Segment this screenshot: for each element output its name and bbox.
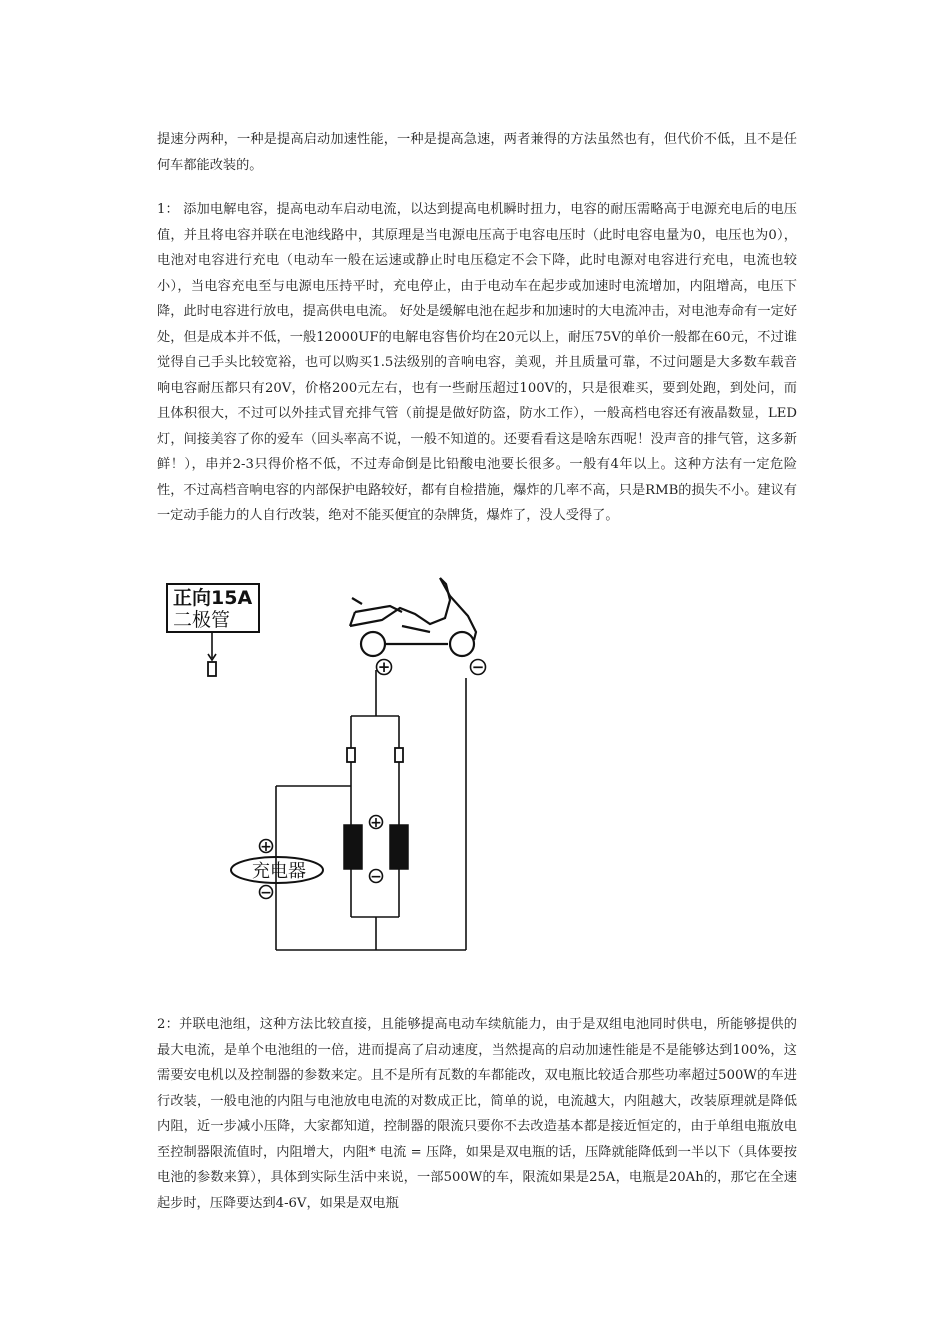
scooter-minus-sign: − bbox=[471, 658, 485, 676]
scooter-icon bbox=[350, 578, 476, 656]
battery-plus-sign: + bbox=[370, 815, 382, 831]
charger-label: 充电器 bbox=[252, 861, 306, 882]
charger-plus-sign: + bbox=[260, 839, 272, 855]
battery-cell-left bbox=[344, 825, 362, 869]
scooter-plus-sign: + bbox=[377, 658, 391, 676]
intro-paragraph: 提速分两种，一种是提高启动加速性能，一种是提高急速，两者兼得的方法虽然也有，但代价不低，且不是任何车都能改装的。 bbox=[157, 132, 797, 173]
circuit-diagram bbox=[150, 570, 510, 960]
method-one-paragraph: 1： 添加电解电容，提高电动车启动电流，以达到提高电机瞬时扭力，电容的耐压需略高于电源充电后的电压值，并且将电容并联在电池线路中，其原理是当电源电压高于电容电压时（此时电容电量为0，电压也为0），电池对电容进行充电（电动车一般在运速或静止时电压稳定不会下降，此时电源对电容进行充电，电流也较小），当电容充电至与电源电压持平时，充电停止，由于电动车在起步或加速时电流增加，内阻增高，电压下降，此时电容进行放电，提高供电电流。 好处是缓解电池在起步和加速时的大电流冲击，对电池寿命有一定好处，但是成本并不低，一般12000UF的电解电容售价均在20元以上，耐压75V的单价一般都在60元，不过谁觉得自己手头比较宽裕，也可以购买1.5法级别的音响电容，美观，并且质量可靠，不过问题是大多数车载音响电容耐压都只有20V，价格200元左右，也有一些耐压超过100V的，只是很难买，要到处跑，到处问，而且体积很大，不过可以外挂式冒充排气管（前提是做好防盗，防水工作），一般高档电容还有液晶数显，LED灯，间接美容了你的爱车（回头率高不说，一般不知道的。还要看看这是啥东西呢！没声音的排气管，这多新鲜！），串并2-3只得价格不低，不过寿命倒是比铅酸电池要长很多。一般有4年以上。这种方法有一定危险性，不过高档音响电容的内部保护电路较好，都有自检措施，爆炸的几率不高，只是RMB的损失不小。建议有一定动手能力的人自行改装，绝对不能买便宜的杂牌货，爆炸了，没人受得了。 bbox=[157, 202, 797, 523]
diode-left bbox=[347, 748, 355, 762]
diode-legend-line1: 正向15A bbox=[173, 587, 253, 609]
battery-minus-sign: − bbox=[370, 869, 382, 885]
battery-cell-right bbox=[390, 825, 408, 869]
diode-legend-line2: 二极管 bbox=[173, 609, 231, 631]
charger-minus-sign: − bbox=[260, 885, 272, 901]
diode-legend-symbol bbox=[208, 662, 216, 676]
diode-right bbox=[395, 748, 403, 762]
method-two-paragraph: 2：并联电池组，这种方法比较直接，且能够提高电动车续航能力，由于是双组电池同时供电，所能够提供的最大电流，是单个电池组的一倍，进而提高了启动速度，当然提高的启动加速性能是不是能够达到100%，这需要安电机以及控制器的参数来定。且不是所有瓦数的车都能改，双电瓶比较适合那些功率超过500W的车进行改装，一般电池的内阻与电池放电电流的对数成正比，简单的说，电流越大，内阻越大，改装原理就是降低内阻，近一步减小压降，大家都知道，控制器的限流只要你不去改造基本都是接近恒定的，由于单组电瓶放电至控制器限流值时，内阻增大，内阻* 电流 = 压降，如果是双电瓶的话，压降就能降低到一半以下（具体要按电池的参数来算），具体到实际生活中来说，一部500W的车，限流如果是25A，电瓶是20Ah的，那它在全速起步时，压降要达到4-6V，如果是双电瓶 bbox=[157, 1017, 797, 1211]
